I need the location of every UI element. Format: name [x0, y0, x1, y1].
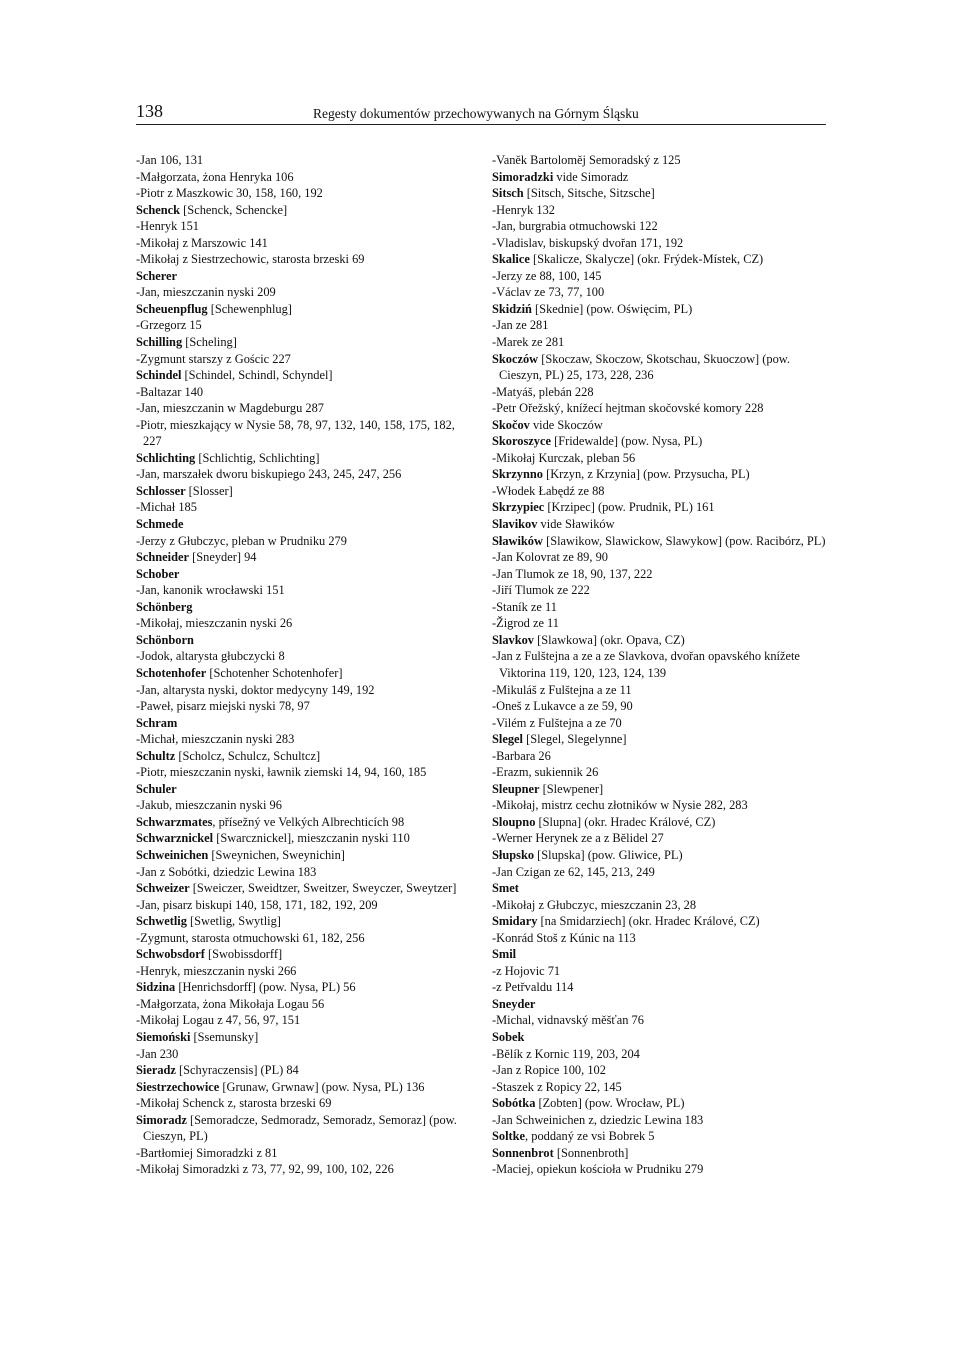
entry-text: [Sweynichen, Sweynichin] — [208, 847, 345, 862]
index-entry-heading — [492, 731, 832, 748]
index-subentry — [136, 963, 476, 980]
entry-text: [Schyraczensis] (PL) 84 — [175, 1063, 299, 1078]
index-subentry — [492, 566, 832, 583]
index-subentry — [492, 715, 832, 732]
index-column-left — [136, 152, 476, 1178]
index-subentry — [492, 979, 832, 996]
entry-text: -Mikołaj Logau z 47, 56, 97, 151 — [136, 1013, 301, 1028]
entry-text: -Mikołaj Schenck z, starosta brzeski 69 — [136, 1096, 332, 1111]
entry-head: Sneyder — [492, 996, 536, 1011]
entry-text: [Scheling] — [182, 335, 237, 350]
index-entry-heading — [136, 847, 476, 864]
entry-text: -Jan, burgrabia otmuchowski 122 — [492, 219, 658, 234]
entry-head: Simoradzki — [492, 169, 554, 184]
entry-head: Schotenhofer — [136, 665, 207, 680]
entry-text: -Marek ze 281 — [492, 335, 565, 350]
index-entry-heading — [492, 533, 832, 550]
index-entry-heading — [492, 417, 832, 434]
index-subentry — [136, 698, 476, 715]
index-subentry — [136, 466, 476, 483]
entry-text: -Piotr, mieszkający w Nysie 58, 78, 97, 132, 140, 158, 175, 182, 227 — [136, 417, 455, 449]
entry-text: [Sneyder] 94 — [189, 550, 257, 565]
entry-text: [Slupska] (pow. Gliwice, PL) — [534, 847, 683, 862]
entry-text: -Jerzy ze 88, 100, 145 — [492, 268, 602, 283]
index-subentry — [136, 1012, 476, 1029]
entry-text: -Jan z Sobótki, dziedzic Lewina 183 — [136, 864, 317, 879]
index-subentry — [136, 930, 476, 947]
index-entry-heading — [136, 1112, 476, 1145]
entry-text: -Jan, pisarz biskupi 140, 158, 171, 182, 192, 209 — [136, 897, 378, 912]
index-subentry — [136, 351, 476, 368]
entry-text: [Fridewalde] (pow. Nysa, PL) — [550, 434, 703, 449]
entry-head: Sloupno — [492, 814, 536, 829]
entry-text: [Skoczaw, Skoczow, Skotschau, Skuoczow] (pow. Cieszyn, PL) 25, 173, 228, 236 — [499, 351, 791, 383]
entry-head: Skrzynno — [492, 467, 543, 482]
entry-head: Schenck — [136, 202, 181, 217]
entry-head: Schönborn — [136, 632, 194, 647]
index-entry-heading — [492, 1029, 832, 1046]
entry-text: -Petr Ořežský, knížecí hejtman skočovské komory 228 — [492, 401, 764, 416]
index-entry-heading — [136, 1062, 476, 1079]
entry-text: -Piotr, mieszczanin nyski, ławnik ziemski 14, 94, 160, 185 — [136, 765, 427, 780]
entry-text: -Michał 185 — [136, 500, 197, 515]
entry-text: [Ssemunsky] — [190, 1029, 259, 1044]
entry-head: Sidzina — [136, 980, 176, 995]
index-entry-heading — [492, 632, 832, 649]
entry-head: Schwobsdorf — [136, 947, 205, 962]
index-subentry — [492, 682, 832, 699]
entry-text: -Žigrod ze 11 — [492, 616, 559, 631]
index-entry-heading — [492, 847, 832, 864]
index-subentry — [136, 582, 476, 599]
index-subentry — [492, 235, 832, 252]
entry-head: Schmede — [136, 517, 184, 532]
entry-text: -z Petřvaldu 114 — [492, 980, 574, 995]
index-subentry — [136, 499, 476, 516]
entry-text: vide Skoczów — [529, 417, 603, 432]
entry-head: Skoczów — [492, 351, 539, 366]
index-entry-heading — [136, 830, 476, 847]
index-subentry — [492, 1079, 832, 1096]
entry-head: Skoroszyce — [492, 434, 551, 449]
entry-text: -Małgorzata, żona Henryka 106 — [136, 169, 294, 184]
index-entry-heading — [136, 946, 476, 963]
entry-text: -Jan, marszałek dworu biskupiego 243, 245, 247, 256 — [136, 467, 402, 482]
entry-text: -Jan z Ropice 100, 102 — [492, 1063, 606, 1078]
entry-text: -Jan ze 281 — [492, 318, 549, 333]
index-subentry — [136, 417, 476, 450]
entry-head: Scheuenpflug — [136, 301, 208, 316]
index-subentry — [492, 864, 832, 881]
index-subentry — [492, 1161, 832, 1178]
entry-text: -Werner Herynek ze a z Bělidel 27 — [492, 831, 664, 846]
entry-head: Schlichting — [136, 450, 196, 465]
index-subentry — [492, 450, 832, 467]
entry-text: [Sitsch, Sitsche, Sitzsche] — [523, 186, 655, 201]
entry-text: -Staszek z Ropicy 22, 145 — [492, 1079, 622, 1094]
entry-text: [Slawkowa] (okr. Opava, CZ) — [534, 632, 685, 647]
entry-head: Schultz — [136, 748, 176, 763]
index-entry-heading — [492, 996, 832, 1013]
entry-head: Sobek — [492, 1029, 525, 1044]
index-entry-heading — [136, 566, 476, 583]
index-entry-heading — [492, 946, 832, 963]
index-subentry — [136, 682, 476, 699]
entry-head: Soltke — [492, 1129, 526, 1144]
index-subentry — [136, 1095, 476, 1112]
index-subentry — [492, 152, 832, 169]
entry-text: -Jan Schweinichen z, dziedzic Lewina 183 — [492, 1112, 704, 1127]
entry-head: Siestrzechowice — [136, 1079, 220, 1094]
index-entry-heading — [136, 748, 476, 765]
index-entry-heading — [492, 351, 832, 384]
entry-text: [Schotenher Schotenhofer] — [206, 665, 343, 680]
entry-head: Siemoński — [136, 1029, 191, 1044]
entry-text: -Václav ze 73, 77, 100 — [492, 285, 605, 300]
entry-text: [Slewpener] — [539, 781, 604, 796]
entry-text: -Henryk, mieszczanin nyski 266 — [136, 963, 297, 978]
entry-head: Smil — [492, 947, 517, 962]
entry-text: [Krzyn, z Krzynia] (pow. Przysucha, PL) — [542, 467, 750, 482]
index-entry-heading — [492, 913, 832, 930]
entry-head: Slavkov — [492, 632, 535, 647]
entry-text: -Mikołaj, mistrz cechu złotników w Nysie 282, 283 — [492, 798, 748, 813]
entry-head: Słupsko — [492, 847, 535, 862]
index-subentry — [136, 731, 476, 748]
entry-text: -Oneš z Lukavce a ze 59, 90 — [492, 699, 633, 714]
index-subentry — [136, 1145, 476, 1162]
index-subentry — [136, 400, 476, 417]
entry-head: Schneider — [136, 550, 190, 565]
index-subentry — [492, 268, 832, 285]
entry-text: -Małgorzata, żona Mikołaja Logau 56 — [136, 996, 325, 1011]
entry-head: Smidary — [492, 914, 538, 929]
index-subentry — [136, 169, 476, 186]
index-subentry — [492, 963, 832, 980]
index-entry-heading — [492, 516, 832, 533]
entry-text: -Mikuláš z Fulštejna a ze 11 — [492, 682, 632, 697]
index-entry-heading — [136, 367, 476, 384]
entry-text: -Mikołaj Simoradzki z 73, 77, 92, 99, 100, 102, 226 — [136, 1162, 394, 1177]
entry-text: -Vladislav, biskupský dvořan 171, 192 — [492, 235, 684, 250]
entry-head: Slegel — [492, 732, 523, 747]
entry-head: Scherer — [136, 268, 178, 283]
entry-text: -Baltazar 140 — [136, 384, 204, 399]
entry-text: [Sweiczer, Sweidtzer, Sweitzer, Sweyczer, Sweytzer] — [189, 881, 457, 896]
entry-text: [Zobten] (pow. Wrocław, PL) — [535, 1096, 685, 1111]
page-header — [136, 101, 826, 123]
entry-text: , přísežný ve Velkých Albrechticích 98 — [212, 814, 405, 829]
entry-text: -Jan 106, 131 — [136, 153, 204, 167]
index-entry-heading — [492, 814, 832, 831]
entry-text: -Mikołaj z Siestrzechowic, starosta brzeski 69 — [136, 252, 365, 267]
index-entry-heading — [136, 880, 476, 897]
index-entry-heading — [492, 433, 832, 450]
index-subentry — [136, 218, 476, 235]
index-subentry — [492, 384, 832, 401]
entry-text: [Skednie] (pow. Oświęcim, PL) — [531, 301, 693, 316]
entry-text: , poddaný ze vsi Bobrek 5 — [525, 1129, 655, 1144]
entry-text: -Bartłomiej Simoradzki z 81 — [136, 1145, 278, 1160]
index-entry-heading — [492, 781, 832, 798]
entry-text: [Skalicze, Skalycze] (okr. Frýdek-Místek, CZ) — [529, 252, 764, 267]
index-subentry — [492, 284, 832, 301]
entry-text: -Matyáš, plebán 228 — [492, 384, 594, 399]
entry-head: Schober — [136, 566, 180, 581]
entry-text: [Slegel, Slegelynne] — [522, 732, 627, 747]
index-entry-heading — [136, 599, 476, 616]
entry-head: Schweizer — [136, 881, 190, 896]
index-column-right — [492, 152, 832, 1178]
index-subentry — [492, 1062, 832, 1079]
entry-text: -Jodok, altarysta głubczycki 8 — [136, 649, 285, 664]
index-entry-heading — [136, 632, 476, 649]
entry-text: -Mikołaj Kurczak, pleban 56 — [492, 450, 636, 465]
entry-text: -Jan 230 — [136, 1046, 179, 1061]
entry-text: [Schlichtig, Schlichting] — [195, 450, 320, 465]
entry-text: -Mikołaj z Głubczyc, mieszczanin 23, 28 — [492, 897, 697, 912]
index-entry-heading — [136, 334, 476, 351]
entry-text: -Grzegorz 15 — [136, 318, 202, 333]
entry-text: [Slosser] — [185, 483, 233, 498]
running-title: Regesty dokumentów przechowywanych na Górnym Śląsku — [313, 106, 639, 121]
index-subentry — [492, 698, 832, 715]
index-subentry — [136, 235, 476, 252]
index-subentry — [492, 582, 832, 599]
index-subentry — [136, 1161, 476, 1178]
entry-text: -Mikołaj z Marszowic 141 — [136, 235, 268, 250]
entry-head: Skrzypiec — [492, 500, 545, 515]
index-subentry — [492, 334, 832, 351]
index-entry-heading — [492, 185, 832, 202]
entry-text: [Schindel, Schindl, Schyndel] — [181, 368, 333, 383]
entry-head: Simoradz — [136, 1112, 187, 1127]
index-subentry — [136, 648, 476, 665]
index-subentry — [492, 202, 832, 219]
entry-text: -Jan Kolovrat ze 89, 90 — [492, 550, 608, 565]
entry-head: Sonnenbrot — [492, 1145, 554, 1160]
entry-text: [Swobissdorff] — [204, 947, 283, 962]
entry-text: -Jan Tlumok ze 18, 90, 137, 222 — [492, 566, 653, 581]
index-subentry — [492, 1012, 832, 1029]
entry-text: -Jan, mieszczanin w Magdeburgu 287 — [136, 401, 324, 416]
entry-head: Schlosser — [136, 483, 186, 498]
index-subentry — [492, 615, 832, 632]
entry-text: -Staník ze 11 — [492, 599, 557, 614]
entry-text: [Slawikow, Slawickow, Slawykow] (pow. Racibórz, PL) — [542, 533, 826, 548]
index-subentry — [136, 1046, 476, 1063]
index-entry-heading — [492, 301, 832, 318]
entry-head: Schwarzmates — [136, 814, 213, 829]
index-entry-heading — [136, 268, 476, 285]
entry-text: [Scholcz, Schulcz, Schultcz] — [175, 748, 321, 763]
index-entry-heading — [136, 913, 476, 930]
entry-text: -Włodek Łabędź ze 88 — [492, 483, 605, 498]
index-subentry — [492, 317, 832, 334]
index-subentry — [492, 599, 832, 616]
entry-text: -Jan z Fulštejna a ze a ze Slavkova, dvořan opavského knížete Viktorina 119, 120, 123, 124, 139 — [492, 649, 800, 680]
entry-head: Schönberg — [136, 599, 193, 614]
index-entry-heading — [136, 814, 476, 831]
entry-text: -Jan, mieszczanin nyski 209 — [136, 285, 276, 300]
entry-text: -Maciej, opiekun kościoła w Prudniku 279 — [492, 1162, 704, 1177]
index-subentry — [136, 864, 476, 881]
entry-text: -Mikołaj, mieszczanin nyski 26 — [136, 616, 293, 631]
index-entry-heading — [492, 1095, 832, 1112]
index-subentry — [492, 1046, 832, 1063]
entry-text: -Jiří Tlumok ze 222 — [492, 583, 590, 598]
entry-text: [Schewenphlug] — [207, 301, 292, 316]
index-subentry — [492, 830, 832, 847]
entry-head: Sleupner — [492, 781, 540, 796]
index-entry-heading — [136, 979, 476, 996]
entry-text: vide Sławików — [537, 517, 615, 532]
entry-head: Schuler — [136, 781, 177, 796]
entry-head: Sieradz — [136, 1063, 176, 1078]
index-subentry — [492, 764, 832, 781]
index-entry-heading — [136, 301, 476, 318]
index-entry-heading — [136, 450, 476, 467]
index-entry-heading — [136, 1029, 476, 1046]
index-subentry — [492, 1112, 832, 1129]
index-subentry — [136, 897, 476, 914]
entry-text: -Henryk 151 — [136, 219, 199, 234]
page-number: 138 — [136, 101, 163, 121]
index-subentry — [136, 533, 476, 550]
index-entry-heading — [136, 483, 476, 500]
entry-text: [na Smidarziech] (okr. Hradec Králové, CZ) — [537, 914, 760, 929]
entry-text: -Zygmunt starszy z Gościc 227 — [136, 351, 291, 366]
header-rule — [136, 124, 826, 125]
index-entry-heading — [136, 516, 476, 533]
entry-head: Sławików — [492, 533, 543, 548]
entry-text: -Jan, kanonik wrocławski 151 — [136, 583, 285, 598]
entry-head: Smet — [492, 881, 519, 896]
entry-head: Schwetlig — [136, 914, 187, 929]
entry-text: [Krzipec] (pow. Prudnik, PL) 161 — [544, 500, 715, 515]
index-subentry — [492, 218, 832, 235]
index-subentry — [136, 317, 476, 334]
entry-head: Skidziń — [492, 301, 532, 316]
entry-text: [Semoradcze, Sedmoradz, Semoradz, Semoraz] (pow. Cieszyn, PL) — [143, 1112, 457, 1144]
index-subentry — [136, 384, 476, 401]
entry-text: -Jakub, mieszczanin nyski 96 — [136, 798, 282, 813]
entry-head: Schram — [136, 715, 178, 730]
entry-text: -Jan Czigan ze 62, 145, 213, 249 — [492, 864, 655, 879]
entry-head: Schweinichen — [136, 847, 209, 862]
index-subentry — [136, 996, 476, 1013]
entry-text: [Grunaw, Grwnaw] (pow. Nysa, PL) 136 — [219, 1079, 425, 1094]
index-subentry — [492, 748, 832, 765]
index-entry-heading — [136, 1079, 476, 1096]
entry-head: Sitsch — [492, 186, 524, 201]
index-subentry — [136, 185, 476, 202]
index-entry-heading — [492, 499, 832, 516]
index-subentry — [492, 930, 832, 947]
index-entry-heading — [492, 1145, 832, 1162]
index-subentry — [136, 797, 476, 814]
index-subentry — [136, 615, 476, 632]
index-entry-heading — [492, 251, 832, 268]
entry-head: Sobótka — [492, 1096, 536, 1111]
entry-text: -Vilém z Fulštejna a ze 70 — [492, 715, 622, 730]
index-entry-heading — [492, 466, 832, 483]
index-entry-heading — [492, 169, 832, 186]
entry-text: [Schenck, Schencke] — [180, 202, 288, 217]
entry-text: -Jan, altarysta nyski, doktor medycyny 149, 192 — [136, 682, 375, 697]
index-entry-heading — [136, 202, 476, 219]
index-subentry — [492, 648, 832, 681]
index-subentry — [136, 764, 476, 781]
index-subentry — [492, 797, 832, 814]
entry-text: -Piotr z Maszkowic 30, 158, 160, 192 — [136, 186, 323, 201]
entry-head: Slavikov — [492, 517, 538, 532]
entry-text: -Michal, vidnavský měšťan 76 — [492, 1013, 644, 1028]
entry-text: [Swarcznickel], mieszczanin nyski 110 — [213, 831, 410, 846]
entry-head: Skalice — [492, 252, 530, 267]
index-entry-heading — [492, 1128, 832, 1145]
entry-text: -Jerzy z Głubczyc, pleban w Prudniku 279 — [136, 533, 347, 548]
entry-text: [Henrichsdorff] (pow. Nysa, PL) 56 — [175, 980, 356, 995]
index-entry-heading — [136, 715, 476, 732]
index-entry-heading — [492, 880, 832, 897]
entry-text: [Slupna] (okr. Hradec Králové, CZ) — [535, 814, 716, 829]
entry-text: -Henryk 132 — [492, 202, 555, 217]
entry-head: Schwarznickel — [136, 831, 214, 846]
index-subentry — [492, 549, 832, 566]
entry-head: Skočov — [492, 417, 530, 432]
entry-text: -Bělík z Kornic 119, 203, 204 — [492, 1046, 640, 1061]
entry-text: -Michał, mieszczanin nyski 283 — [136, 732, 295, 747]
entry-text: vide Simoradz — [553, 169, 629, 184]
index-subentry — [492, 400, 832, 417]
index-entry-heading — [136, 665, 476, 682]
index-subentry — [136, 284, 476, 301]
index-subentry — [492, 897, 832, 914]
entry-head: Schindel — [136, 368, 182, 383]
entry-text: -Zygmunt, starosta otmuchowski 61, 182, 256 — [136, 930, 365, 945]
index-subentry — [136, 152, 476, 169]
entry-text: [Sonnenbroth] — [553, 1145, 629, 1160]
entry-text: -z Hojovic 71 — [492, 963, 561, 978]
entry-text: -Konrád Stoš z Kúnic na 113 — [492, 930, 636, 945]
entry-text: [Swetlig, Swytlig] — [186, 914, 281, 929]
entry-text: -Paweł, pisarz miejski nyski 78, 97 — [136, 699, 310, 714]
index-entry-heading — [136, 781, 476, 798]
entry-text: -Erazm, sukiennik 26 — [492, 765, 599, 780]
index-subentry — [136, 251, 476, 268]
entry-text: -Vaněk Bartoloměj Semoradský z 125 — [492, 153, 681, 167]
index-entry-heading — [136, 549, 476, 566]
index-subentry — [492, 483, 832, 500]
entry-text: -Barbara 26 — [492, 748, 551, 763]
entry-head: Schilling — [136, 335, 183, 350]
